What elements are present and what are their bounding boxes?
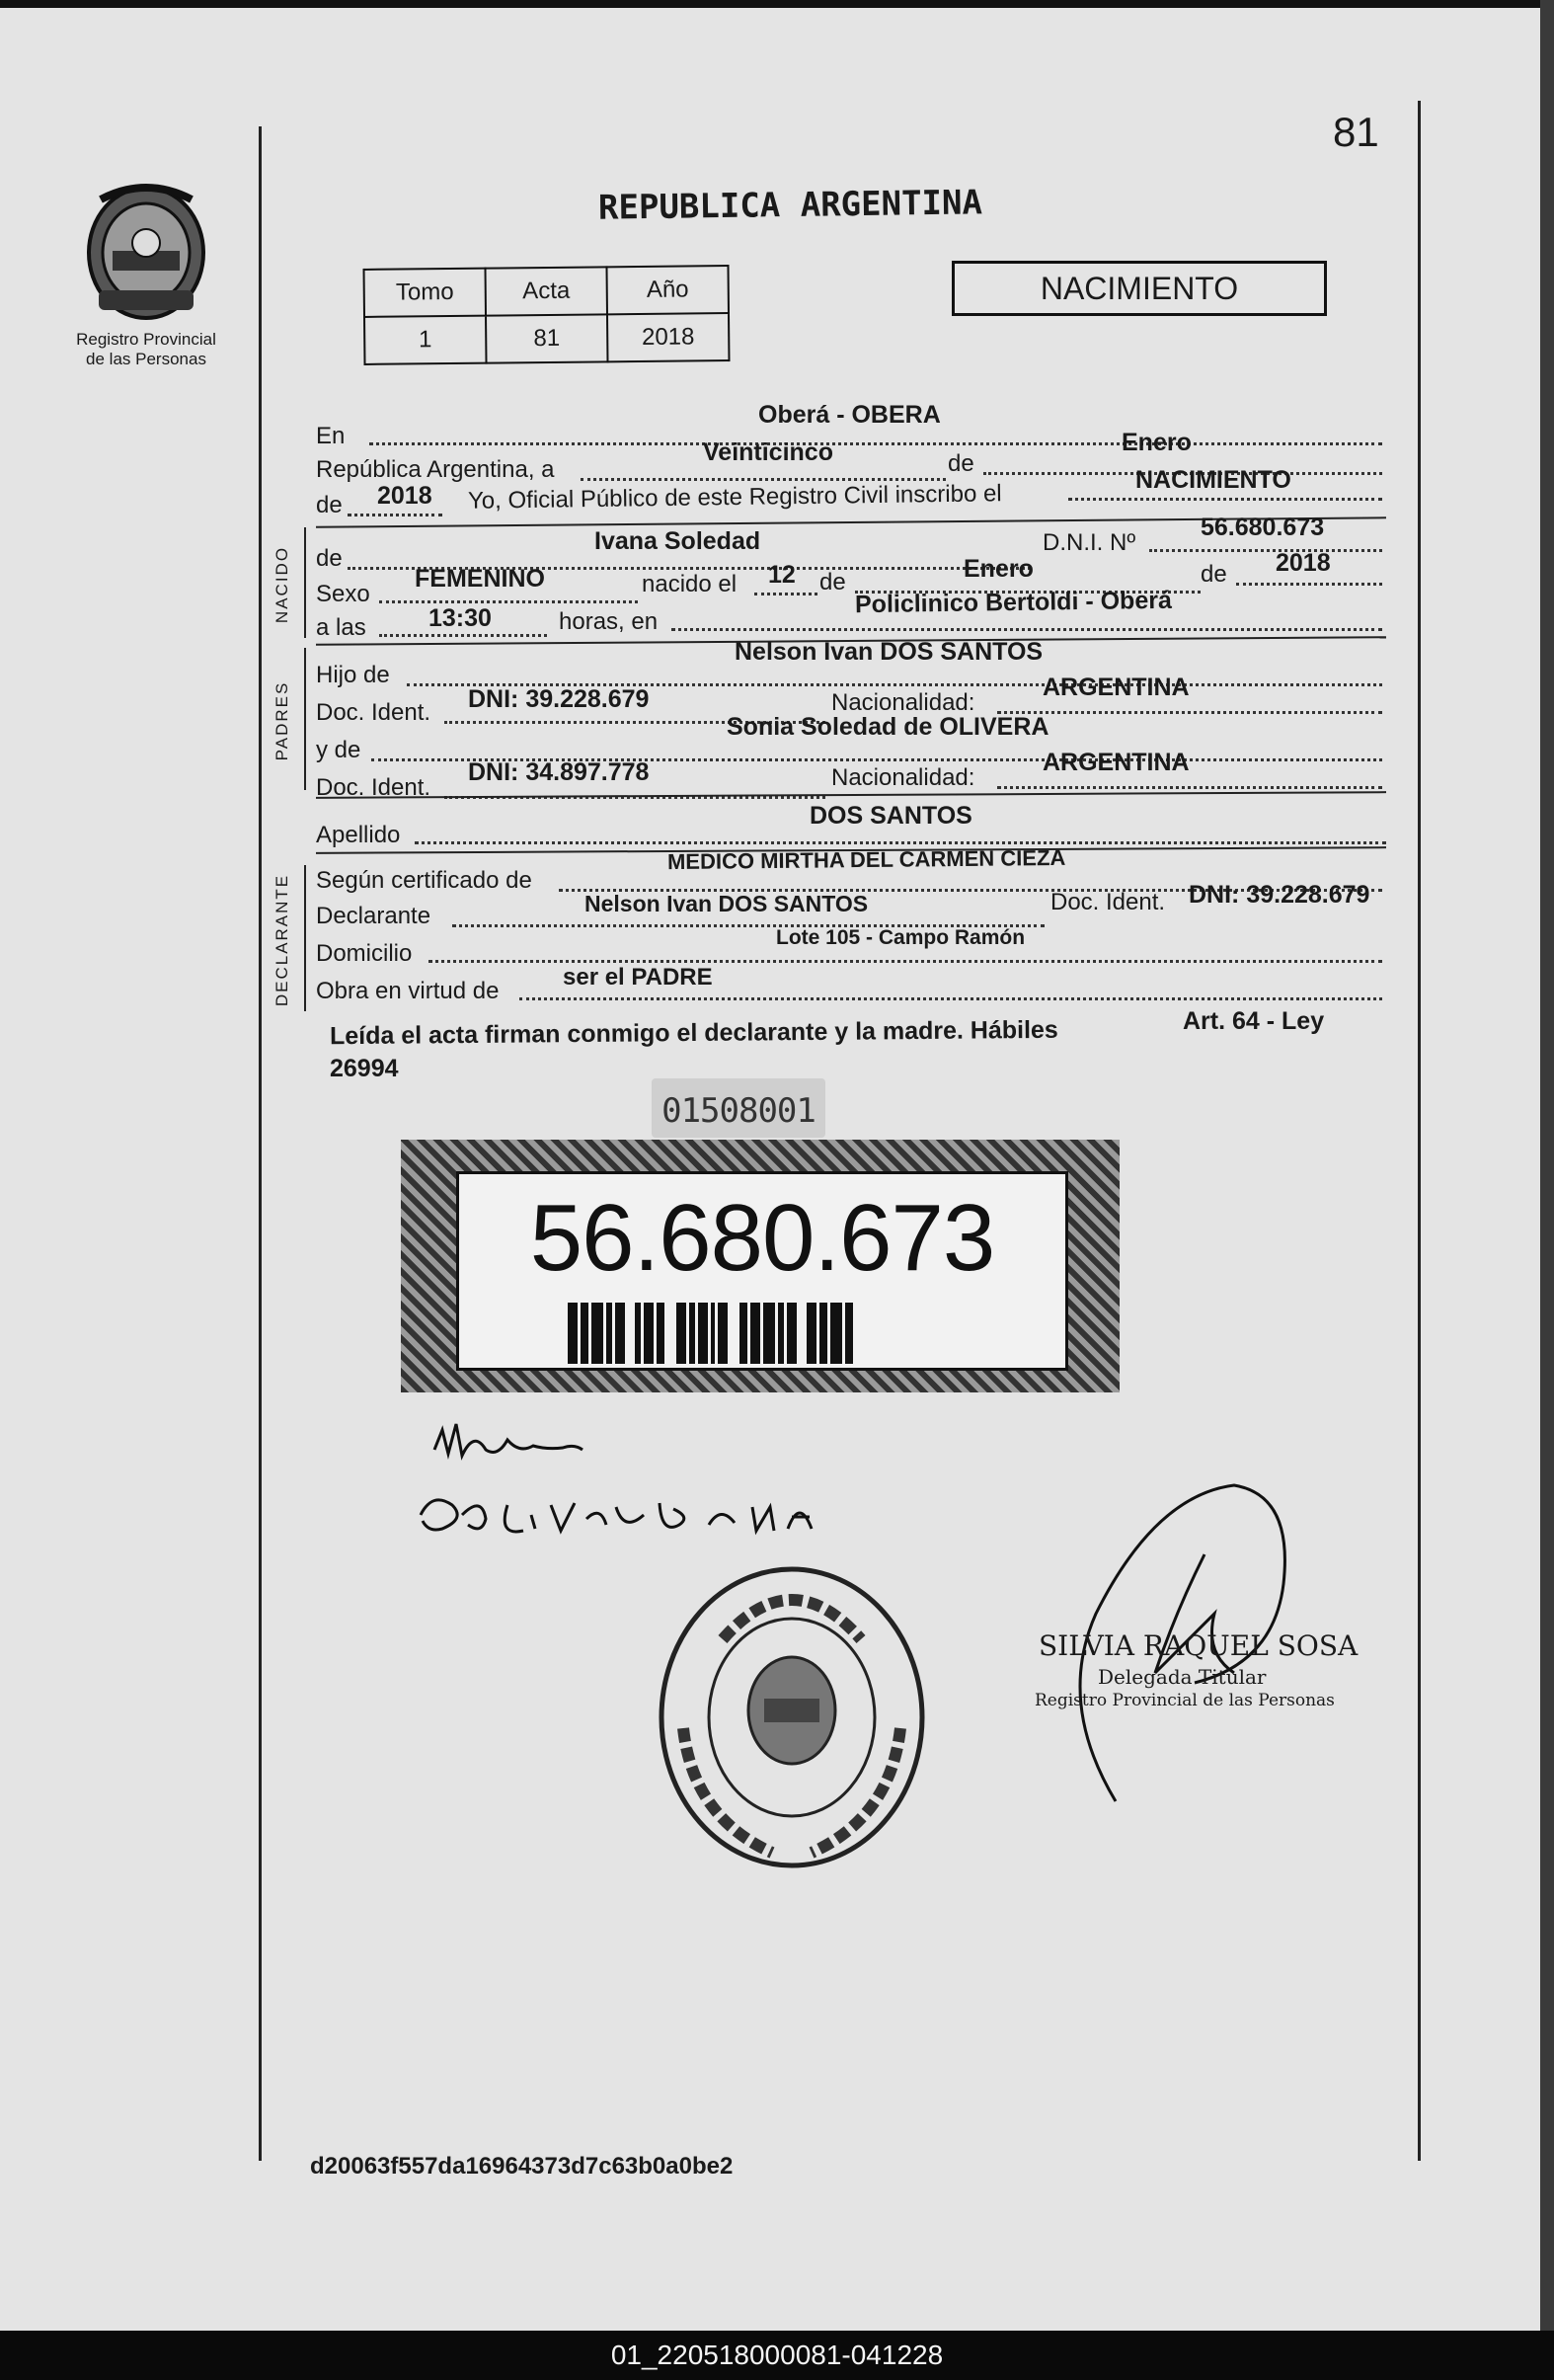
dotted-line — [1236, 583, 1382, 586]
declarante-doc-label: Doc. Ident. — [1050, 889, 1166, 915]
hijo-de-label: Hijo de — [316, 662, 390, 688]
dni-label: D.N.I. Nº — [1043, 529, 1136, 556]
serial-stamp: 01508001 — [652, 1078, 825, 1138]
y-de-label: y de — [316, 737, 361, 763]
birth-place-value: Policlinico Bertoldi - Oberá — [854, 586, 1173, 619]
dotted-line — [671, 628, 1382, 631]
table-cell-anio: 2018 — [607, 313, 729, 361]
section-bracket — [304, 648, 306, 790]
dotted-line — [379, 634, 547, 637]
officer-name: SILVIA RAQUEL SOSA — [1039, 1629, 1359, 1662]
round-official-seal — [654, 1560, 930, 1874]
page-edge-shadow — [1540, 0, 1554, 2331]
sexo-value: FEMENINO — [415, 565, 545, 593]
dotted-line — [519, 997, 1382, 1000]
mother-name-value: Sonia Soledad de OLIVERA — [727, 713, 1049, 741]
misiones-seal-logo — [77, 182, 215, 330]
dotted-line — [1068, 498, 1382, 501]
en-label: En — [316, 423, 346, 449]
dotted-line — [379, 600, 638, 603]
nacido-de-label: de — [316, 545, 343, 572]
a-las-label: a las — [316, 614, 366, 641]
padres-section-label: PADRES — [272, 680, 291, 761]
mother-doc-value: DNI: 34.897.778 — [468, 758, 650, 786]
obra-value: ser el PADRE — [563, 964, 713, 991]
table-header-tomo: Tomo — [364, 269, 486, 317]
place-value: Oberá - OBERA — [758, 401, 941, 429]
dotted-line — [754, 593, 817, 595]
table-header-acta: Acta — [486, 267, 607, 315]
birth-time-value: 13:30 — [428, 604, 492, 632]
table-cell-tomo: 1 — [364, 316, 486, 364]
sexo-label: Sexo — [316, 581, 370, 607]
document-page — [0, 8, 1540, 2331]
document-type-box: NACIMIENTO — [952, 261, 1327, 316]
de-label: de — [948, 450, 974, 477]
father-nat-value: ARGENTINA — [1043, 674, 1190, 701]
section-bracket — [304, 865, 306, 1011]
year-value: 2018 — [377, 482, 432, 510]
table-header-anio: Año — [606, 266, 728, 314]
mother-nat-value: ARGENTINA — [1043, 749, 1190, 776]
table-cell-acta: 81 — [486, 314, 607, 362]
apellido-label: Apellido — [316, 822, 401, 848]
barcode-number: 56.680.673 — [529, 1185, 995, 1291]
birth-de-year-label: de — [1201, 561, 1227, 588]
mother-nat-label: Nacionalidad: — [831, 764, 975, 791]
father-doc-value: DNI: 39.228.679 — [468, 685, 650, 713]
dotted-line — [997, 786, 1382, 789]
closing-law: 26994 — [330, 1055, 399, 1082]
declarante-doc-value: DNI: 39.228.679 — [1189, 881, 1370, 909]
barcode-sticker — [401, 1140, 1120, 1392]
dotted-line — [428, 960, 1382, 963]
oficial-text: Yo, Oficial Público de este Registro Civil inscribo el — [467, 480, 1002, 515]
scan-footer-id: 01_220518000081-041228 — [0, 2331, 1554, 2380]
page-number: 81 — [1333, 109, 1379, 155]
dotted-line — [369, 442, 1382, 445]
birth-month-value: Enero — [964, 555, 1034, 583]
de-year-label: de — [316, 492, 343, 518]
nacido-section-label: NACIDO — [272, 545, 291, 624]
birth-de-label: de — [819, 569, 846, 595]
birth-year-value: 2018 — [1276, 549, 1331, 577]
closing-text: Leída el acta firman conmigo el declarante y la madre. Hábiles — [329, 1015, 1058, 1051]
republica-label: República Argentina, a — [316, 456, 555, 483]
domicilio-value: Lote 105 - Campo Ramón — [776, 926, 1026, 949]
barcode-bars — [568, 1303, 972, 1364]
dotted-line — [1149, 549, 1382, 552]
domicilio-label: Domicilio — [316, 940, 413, 967]
officer-title: Delegada Titular — [1098, 1665, 1267, 1689]
father-name-value: Nelson Ivan DOS SANTOS — [735, 638, 1044, 666]
month-value: Enero — [1122, 429, 1192, 456]
officer-org: Registro Provincial de las Personas — [1035, 1691, 1335, 1710]
section-rule — [316, 791, 1386, 799]
closing-article: Art. 64 - Ley — [1183, 1007, 1325, 1035]
document-title: REPUBLICA ARGENTINA — [597, 183, 983, 228]
day-value: Veinticinco — [703, 438, 833, 466]
seal-caption: Registro Provincial de las Personas — [76, 330, 216, 368]
apellido-value: DOS SANTOS — [810, 802, 972, 830]
child-name-value: Ivana Soledad — [594, 527, 761, 555]
declarante-value: Nelson Ivan DOS SANTOS — [584, 891, 869, 916]
dotted-line — [415, 841, 1386, 844]
document-hash: d20063f557da16964373d7c63b0a0be2 — [310, 2153, 734, 2180]
certificado-value: MEDICO MIRTHA DEL CARMEN CIEZA — [666, 844, 1066, 875]
act-type-value: NACIMIENTO — [1135, 466, 1291, 494]
segun-label: Según certificado de — [316, 867, 532, 894]
declarante-label: Declarante — [316, 903, 431, 929]
record-table — [362, 265, 730, 365]
section-bracket — [304, 527, 306, 638]
declarante-section-label: DECLARANTE — [272, 873, 291, 1007]
child-dni-value: 56.680.673 — [1201, 514, 1325, 541]
right-margin-line — [1418, 101, 1421, 2161]
dotted-line — [997, 711, 1382, 714]
mother-doc-label: Doc. Ident. — [316, 774, 431, 801]
dotted-line — [348, 514, 442, 516]
birth-day-value: 12 — [768, 561, 796, 589]
barcode-label — [456, 1171, 1068, 1371]
signature-mother — [413, 1485, 837, 1554]
obra-label: Obra en virtud de — [316, 978, 500, 1004]
left-margin-line — [259, 126, 262, 2161]
father-doc-label: Doc. Ident. — [316, 699, 431, 726]
father-nat-label: Nacionalidad: — [831, 689, 975, 716]
horas-label: horas, en — [559, 608, 659, 635]
dotted-line — [581, 478, 946, 481]
signature-declarante — [425, 1410, 592, 1469]
nacido-el-label: nacido el — [642, 571, 738, 597]
